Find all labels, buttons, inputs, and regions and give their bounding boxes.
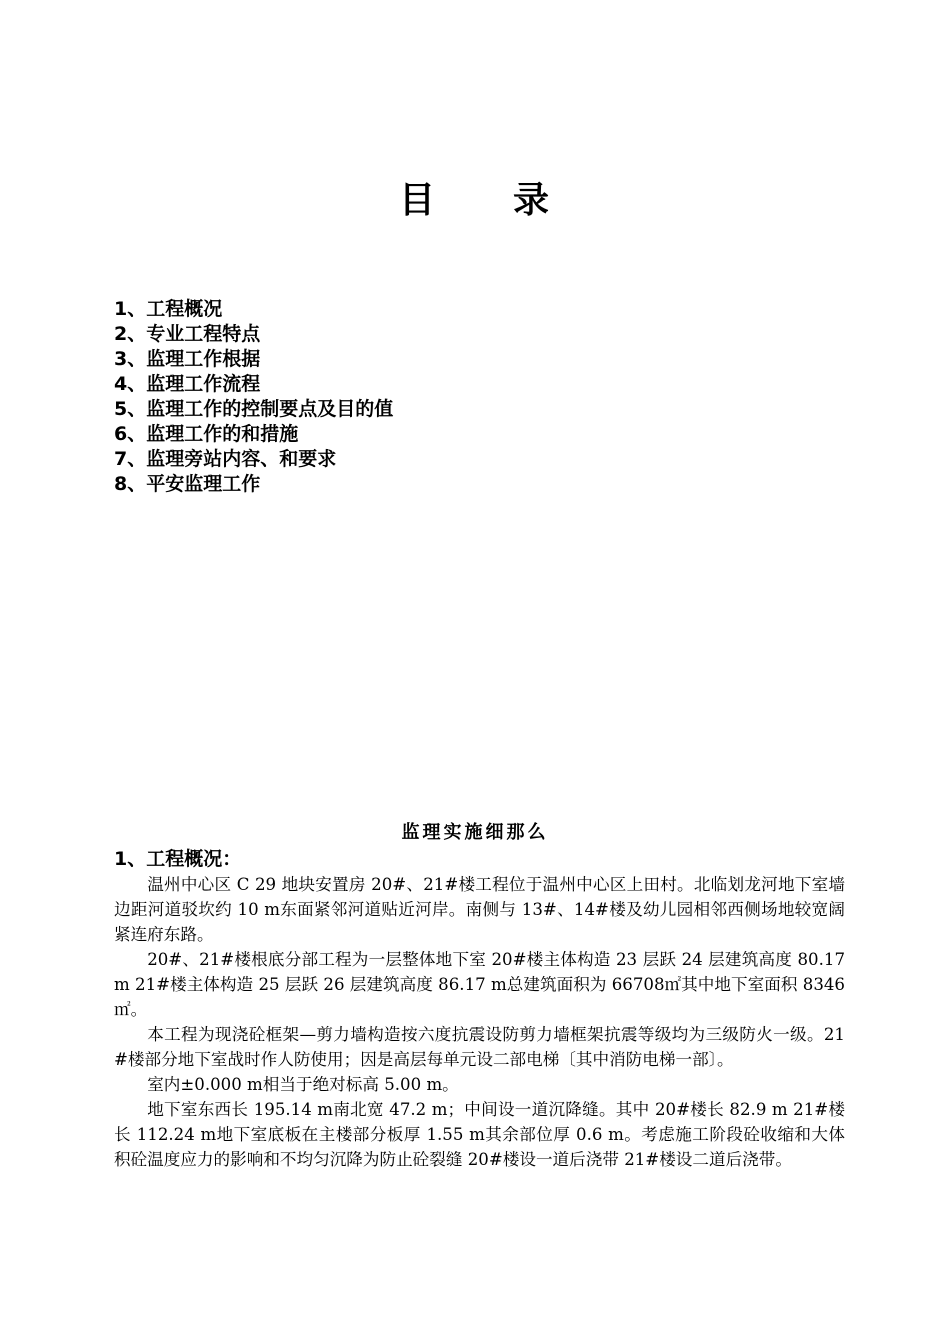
paragraph-structure: 20#、21#楼根底分部工程为一层整体地下室 20#楼主体构造 23 层跃 24 层建筑高度 80.17 m 21#楼主体构造 25 层跃 26 层建筑高度 86.17 m总建筑面积为 66708㎡其中地下室面积 8346㎡。	[114, 950, 845, 1019]
toc-item-1: 1、工程概况	[114, 298, 223, 320]
toc-item-3: 3、监理工作根据	[114, 348, 261, 370]
toc-item-7: 7、监理旁站内容、和要求	[114, 448, 337, 470]
toc-item-4: 4、监理工作流程	[114, 373, 261, 395]
section-body	[114, 872, 845, 1172]
toc-title: 目 录	[398, 180, 551, 221]
toc-item-2: 2、专业工程特点	[114, 323, 261, 345]
paragraph-basement: 地下室东西长 195.14 m南北宽 47.2 m；中间设一道沉降缝。其中 20#楼长 82.9 m 21#楼长 112.24 m地下室底板在主楼部分板厚 1.55 m其余部位厚 0.6 m。考虑施工阶段砼收缩和大体积砼温度应力的影响和不均匀沉降为防止砼裂缝 20#楼设一道后浇带 21#楼设二道后浇带。	[114, 1100, 845, 1169]
paragraph-elevation: 室内±0.000 m相当于绝对标高 5.00 m。	[147, 1075, 459, 1094]
paragraph-seismic: 本工程为现浇砼框架—剪力墙构造按六度抗震设防剪力墙框架抗震等级均为三级防火一级。21#楼部分地下室战时作人防使用；因是高层每单元设二部电梯〔其中消防电梯一部〕。	[114, 1025, 845, 1069]
document-heading: 监理实施细那么	[401, 822, 549, 843]
toc-list	[114, 297, 393, 497]
section-heading: 1、工程概况：	[114, 848, 242, 870]
toc-item-6: 6、监理工作的和措施	[114, 423, 299, 445]
toc-item-5: 5、监理工作的控制要点及目的值	[114, 398, 394, 420]
toc-item-8: 8、平安监理工作	[114, 473, 261, 495]
paragraph-location: 温州中心区 C 29 地块安置房 20#、21#楼工程位于温州中心区上田村。北临划龙河地下室墙边距河道驳坎约 10 m东面紧邻河道贴近河岸。南侧与 13#、14#楼及幼儿园相邻西侧场地较宽阔紧连府东路。	[114, 875, 845, 944]
